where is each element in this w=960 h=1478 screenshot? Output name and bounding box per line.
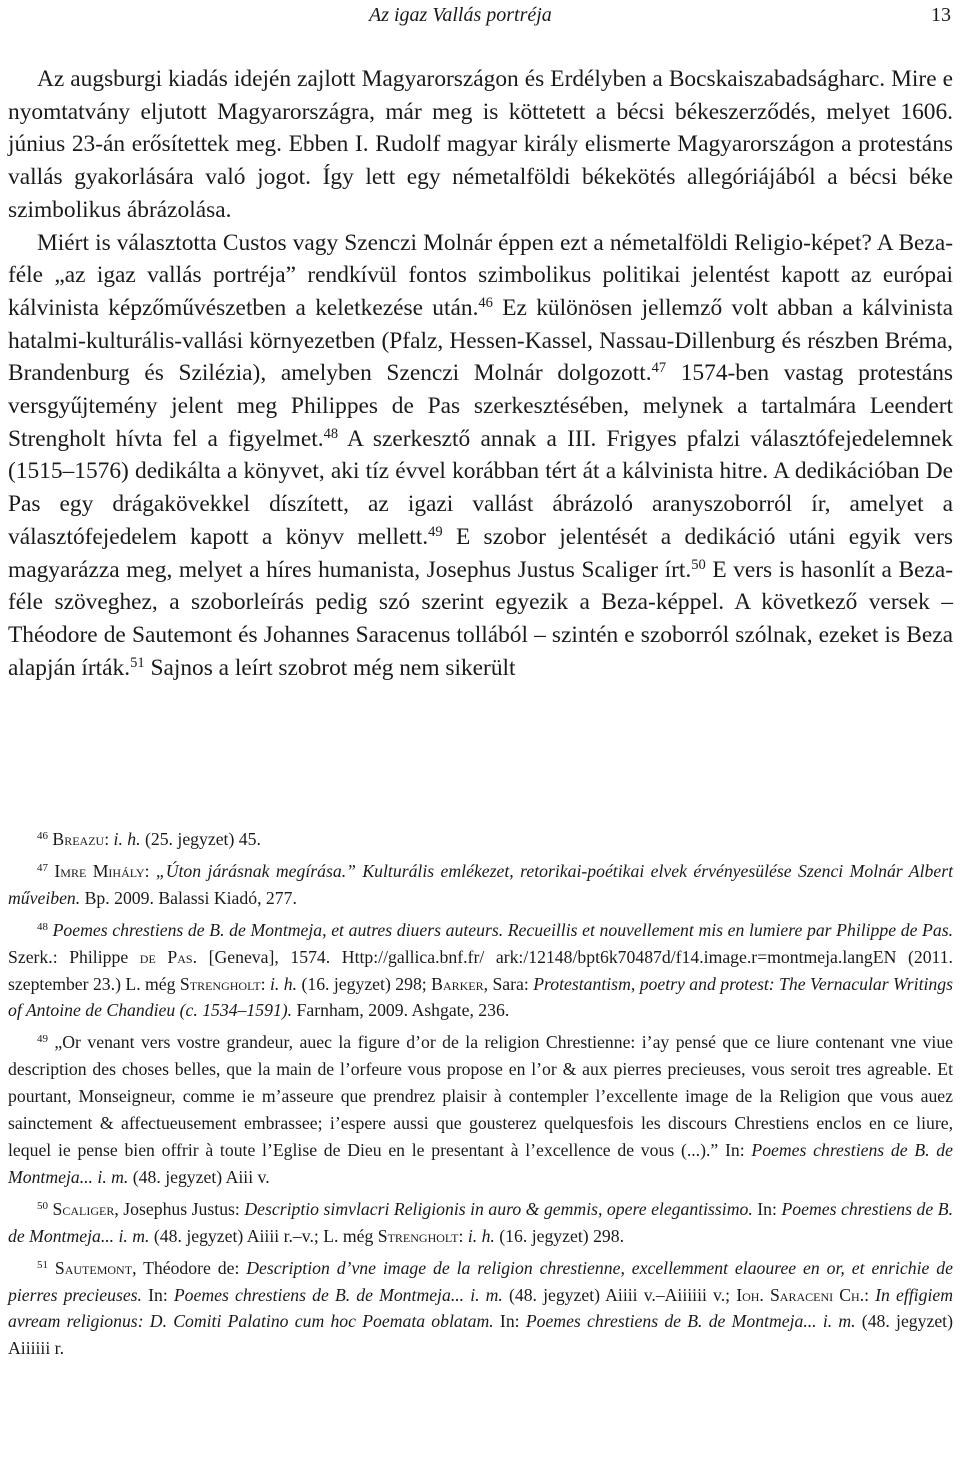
footnote-italic: Poemes chrestiens de B. de Montmeja... i. m. <box>8 1139 953 1187</box>
author-name: Imre Mihály <box>54 860 145 881</box>
author-name: Strengholt <box>377 1225 459 1246</box>
footnote-text: (48. jegyzet) Aiiii v.–Aiiiiii v.; <box>502 1284 737 1305</box>
paragraph-text: Sajnos a leírt szobrot még nem sikerült <box>144 654 516 681</box>
footnote-number: 50 <box>37 1199 48 1212</box>
author-name: Ioh. Saraceni Ch. <box>736 1284 865 1305</box>
footnote-text: : <box>458 1225 468 1246</box>
running-header <box>8 2 953 32</box>
footnote-text: Farnham, 2009. Ashgate, 236. <box>292 1000 510 1021</box>
author-name: Scaliger <box>52 1198 115 1219</box>
footnote-text: „Or venant vers vostre grandeur, auec la figure d’or de la religion Chrestienne: i’ay pensé que ce liure contenant vne viue description des choses belles, que la main de l’orfeure vous propose en l’or & aux pierres precieuses, vous seroit tres agreable. Et pourtant, Monseigneur, comme ie m’asseure que prendrez plaisir à contempler l’excellente image de la Religion que vous auez sainctement & affectueusement embrassee; i’espere aussi que gousterez quelquesfois les discours Chrestiens enclos en ce liure, lequel ie pense bien offrir à toute l’Eglise de Dieu en le presentant à l’excellence de vous (...).” In: <box>8 1032 954 1160</box>
paragraph-text: E szobor jelentését a dedikáció utáni egyik vers magyarázza meg, melyet a híres humanista, Josephus Justus Scaliger írt. <box>8 523 954 583</box>
footnote-ref-49[interactable]: 49 <box>428 523 443 540</box>
paragraph-text: Az augsburgi kiadás idején zajlott Magyarországon és Erdélyben a Bocskaiszabadságharc. Mire e nyomtatvány eljutott Magyarországra, már meg is köttetett a bécsi békeszerződés, melyet 1606. június 23-án erősítettek meg. Ebben I. Rudolf magyar király elismerte Magyarországon a protestáns vallás gyakorlására való jogot. Így lett egy németalföldi békekötés allegóriájából a bécsi béke szimbolikus ábrázolása. <box>8 66 953 223</box>
footnote-italic: Protestantism, poetry and protest: The Vernacular Writings of Antoine de Chandieu (c. 1534–1591). <box>8 973 953 1021</box>
main-text <box>8 63 953 684</box>
author-name: de Pas <box>139 946 193 967</box>
footnote-49 <box>8 1029 953 1190</box>
footnote-italic: „Úton járásnak megírása.” Kulturális emlékezet, retorikai-poétikai elvek érvényesülése Szenci Molnár Albert műveiben. <box>8 860 954 908</box>
footnote-51 <box>8 1255 953 1363</box>
paragraph-1 <box>8 63 953 227</box>
footnote-text: , Josephus Justus: <box>114 1198 245 1219</box>
paragraph-text: 1574-ben vastag protestáns versgyűjtemény jelent meg Philippes de Pas szerkesztésében, melynek a tartalmára Leendert Strengholt hívta fel a figyelmet. <box>8 360 953 452</box>
footnote-text: : <box>104 829 114 849</box>
footnote-italic: Descriptio simvlacri Religionis in auro & gemmis, opere elegantissimo. <box>244 1198 753 1219</box>
footnote-ref-50[interactable]: 50 <box>691 556 706 573</box>
footnote-text: : <box>864 1284 876 1305</box>
footnote-50 <box>8 1196 953 1250</box>
footnote-text: (48. jegyzet) Aiii v. <box>128 1166 270 1187</box>
footnote-47 <box>8 858 953 912</box>
footnote-ref-47[interactable]: 47 <box>651 360 667 377</box>
footnote-number: 49 <box>37 1033 48 1046</box>
author-name: Breazu <box>52 829 105 849</box>
paragraph-text: Miért is választotta Custos vagy Szenczi Molnár éppen ezt a németalföldi Religio-képet? A Beza-féle „az igaz vallás portréja” rendkívül fontos szimbolikus politikai jelentést kapott az európai kálvinista képzőművészetben a keletkezése után. <box>8 229 953 321</box>
footnote-italic: Poemes chrestiens de B. de Montmeja... i. m. <box>8 1198 953 1246</box>
footnote-number: 46 <box>37 829 48 842</box>
paragraph-text: A szerkesztő annak a III. Frigyes pfalzi választófejedelemnek (1515–1576) dedikálta a könyvet, aki tíz évvel korábban tért át a kálvinista hitre. A dedikációban De Pas egy drágakövekkel díszített, az igazi vallást ábrázoló aranyszoborról ír, amelyet a választófejedelem kapott a könyv mellett. <box>8 425 953 550</box>
footnote-ref-51[interactable]: 51 <box>130 654 145 671</box>
footnote-italic: Poemes chrestiens de B. de Montmeja... i. m. <box>525 1311 856 1332</box>
footnote-number: 48 <box>37 920 48 933</box>
footnotes <box>8 826 953 1367</box>
paragraph-2 <box>8 227 953 685</box>
footnote-text: . [Geneva], 1574. Http://gallica.bnf.fr/ ark:/12148/bpt6k70487d/f14.image.r=montmeja.langEN (2011. szeptember 23.) L. még <box>8 946 953 994</box>
author-name: Strengholt <box>179 973 261 994</box>
footnote-italic: Poemes chrestiens de B. de Montmeja... i. m. <box>173 1284 503 1305</box>
author-name: Sautemont <box>54 1257 133 1278</box>
footnote-text: In: <box>141 1284 174 1305</box>
footnote-text: In: <box>493 1311 526 1332</box>
footnote-text: (16. jegyzet) 298. <box>494 1225 625 1246</box>
footnote-text: (48. jegyzet) Aiiii r.–v.; L. még <box>149 1225 378 1246</box>
footnote-text: : <box>144 860 156 881</box>
author-name: Barker <box>431 973 484 994</box>
footnote-number: 51 <box>37 1258 48 1271</box>
footnote-italic: Description d’vne image de la religion chrestienne, excellemment elaouree en or, et enrichie de pierres precieuses. <box>8 1257 954 1305</box>
paragraph-text: Ez különösen jellemző volt abban a kálvinista hatalmi-kulturális-vallási környezetben (Pfalz, Hessen-Kassel, Nassau-Dillenburg és részben Bréma, Brandenburg és Szilézia), amelyben Szenczi Molnár dolgozott. <box>8 294 953 387</box>
footnote-text: Szerk.: Philippe <box>8 946 140 967</box>
footnote-text: In: <box>752 1198 782 1219</box>
footnote-italic: i. h. <box>113 829 141 849</box>
page-number: 13 <box>931 4 951 26</box>
running-title: Az igaz Vallás portréja <box>369 4 552 26</box>
footnote-text: (16. jegyzet) 298; <box>297 973 432 994</box>
footnote-text: (25. jegyzet) 45. <box>140 829 261 849</box>
footnote-text: (48. jegyzet) Aiiiiii r. <box>8 1311 953 1359</box>
footnote-ref-48[interactable]: 48 <box>323 425 339 442</box>
footnote-text: Bp. 2009. Balassi Kiadó, 277. <box>80 887 297 908</box>
footnote-italic: In effigiem avream religionus: D. Comiti Palatino cum hoc Poemata oblatam. <box>8 1284 953 1332</box>
footnote-ref-46[interactable]: 46 <box>478 294 493 311</box>
footnote-italic: i. h. <box>467 1225 495 1246</box>
paragraph-text: E vers is hasonlít a Beza-féle szöveghez, a szoborleírás pedig szó szerint egyezik a Beza-képpel. A következő versek – Théodore de Sautemont és Johannes Saracenus tollából – szintén e szoborról szólnak, ezeket is Beza alapján írták. <box>8 556 953 681</box>
footnote-text: : <box>260 973 270 994</box>
footnote-text: , Sara: <box>483 973 534 994</box>
footnote-number: 47 <box>37 861 48 874</box>
footnote-italic: Poemes chrestiens de B. de Montmeja, et autres diuers auteurs. Recueillis et nouvellement mis en lumiere par Philippe de Pas. <box>52 919 954 940</box>
footnote-46 <box>8 826 953 853</box>
footnote-italic: i. h. <box>270 973 298 994</box>
footnote-text: , Théodore de: <box>132 1257 247 1278</box>
footnote-48 <box>8 917 953 1025</box>
